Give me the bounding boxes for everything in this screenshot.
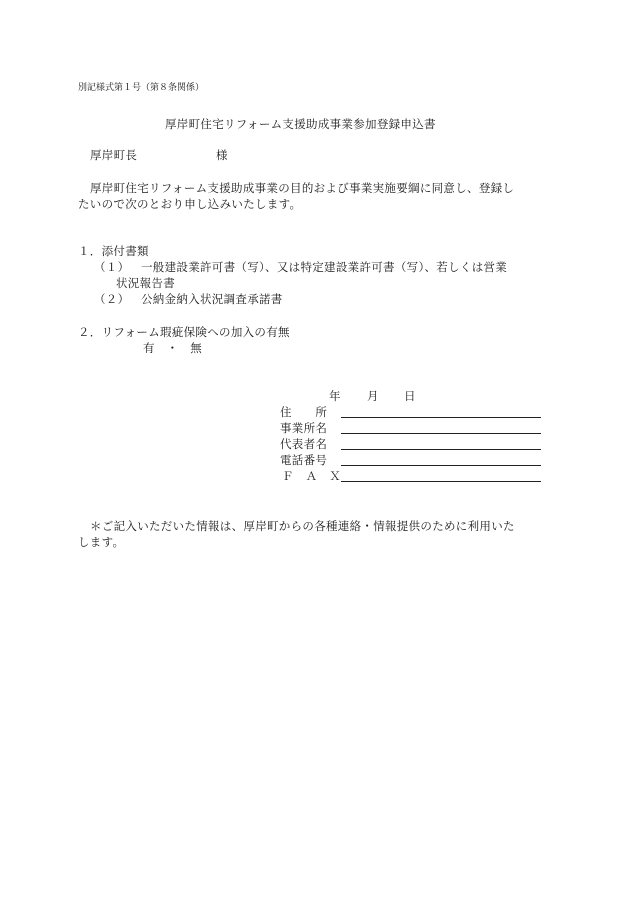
document-title: 厚岸町住宅リフォーム支援助成事業参加登録申込書 — [165, 117, 436, 131]
insurance-heading: ２．リフォーム瑕疵保険への加入の有無 — [78, 325, 290, 339]
intro-line-2: たいので次のとおり申し込みいたします。 — [78, 197, 302, 211]
date-year-label: 年 — [329, 389, 341, 403]
addressee-name: 厚岸町長 — [90, 148, 138, 162]
field-label-address: 住 所 — [280, 405, 328, 419]
form-number-label: 別記様式第１号（第８条関係） — [78, 83, 205, 93]
attachment-item-2-text: 公納金納入状況調査承諾書 — [141, 292, 283, 306]
attachments-heading: １．添付書類 — [78, 244, 149, 258]
footnote-line-2: します。 — [78, 535, 125, 549]
field-line-address — [341, 417, 541, 418]
attachment-item-2-number: （２） — [94, 292, 130, 306]
field-label-representative: 代表者名 — [280, 437, 328, 451]
insurance-options: 有 ・ 無 — [143, 341, 202, 355]
intro-line-1: 厚岸町住宅リフォーム支援助成事業の目的および事業実施要綱に同意し、登録し — [90, 181, 515, 195]
attachment-item-1-text-continued: 状況報告書 — [116, 276, 175, 290]
attachment-item-1-text: 一般建設業許可書（写）、又は特定建設業許可書（写）、若しくは営業 — [141, 260, 508, 274]
field-label-company: 事業所名 — [280, 421, 328, 435]
field-line-representative — [341, 449, 541, 450]
footnote-line-1: ＊ご記入いただいた情報は、厚岸町からの各種連絡・情報提供のために利用いた — [90, 519, 515, 533]
date-day-label: 日 — [404, 389, 416, 403]
field-label-phone: 電話番号 — [280, 453, 328, 467]
field-line-fax — [341, 481, 541, 482]
field-line-company — [341, 433, 541, 434]
field-label-fax: Ｆ Ａ Ｘ — [282, 469, 341, 483]
field-line-phone — [341, 465, 541, 466]
attachment-item-1-number: （１） — [94, 260, 130, 274]
addressee-honorific: 様 — [216, 148, 228, 162]
date-month-label: 月 — [367, 389, 379, 403]
